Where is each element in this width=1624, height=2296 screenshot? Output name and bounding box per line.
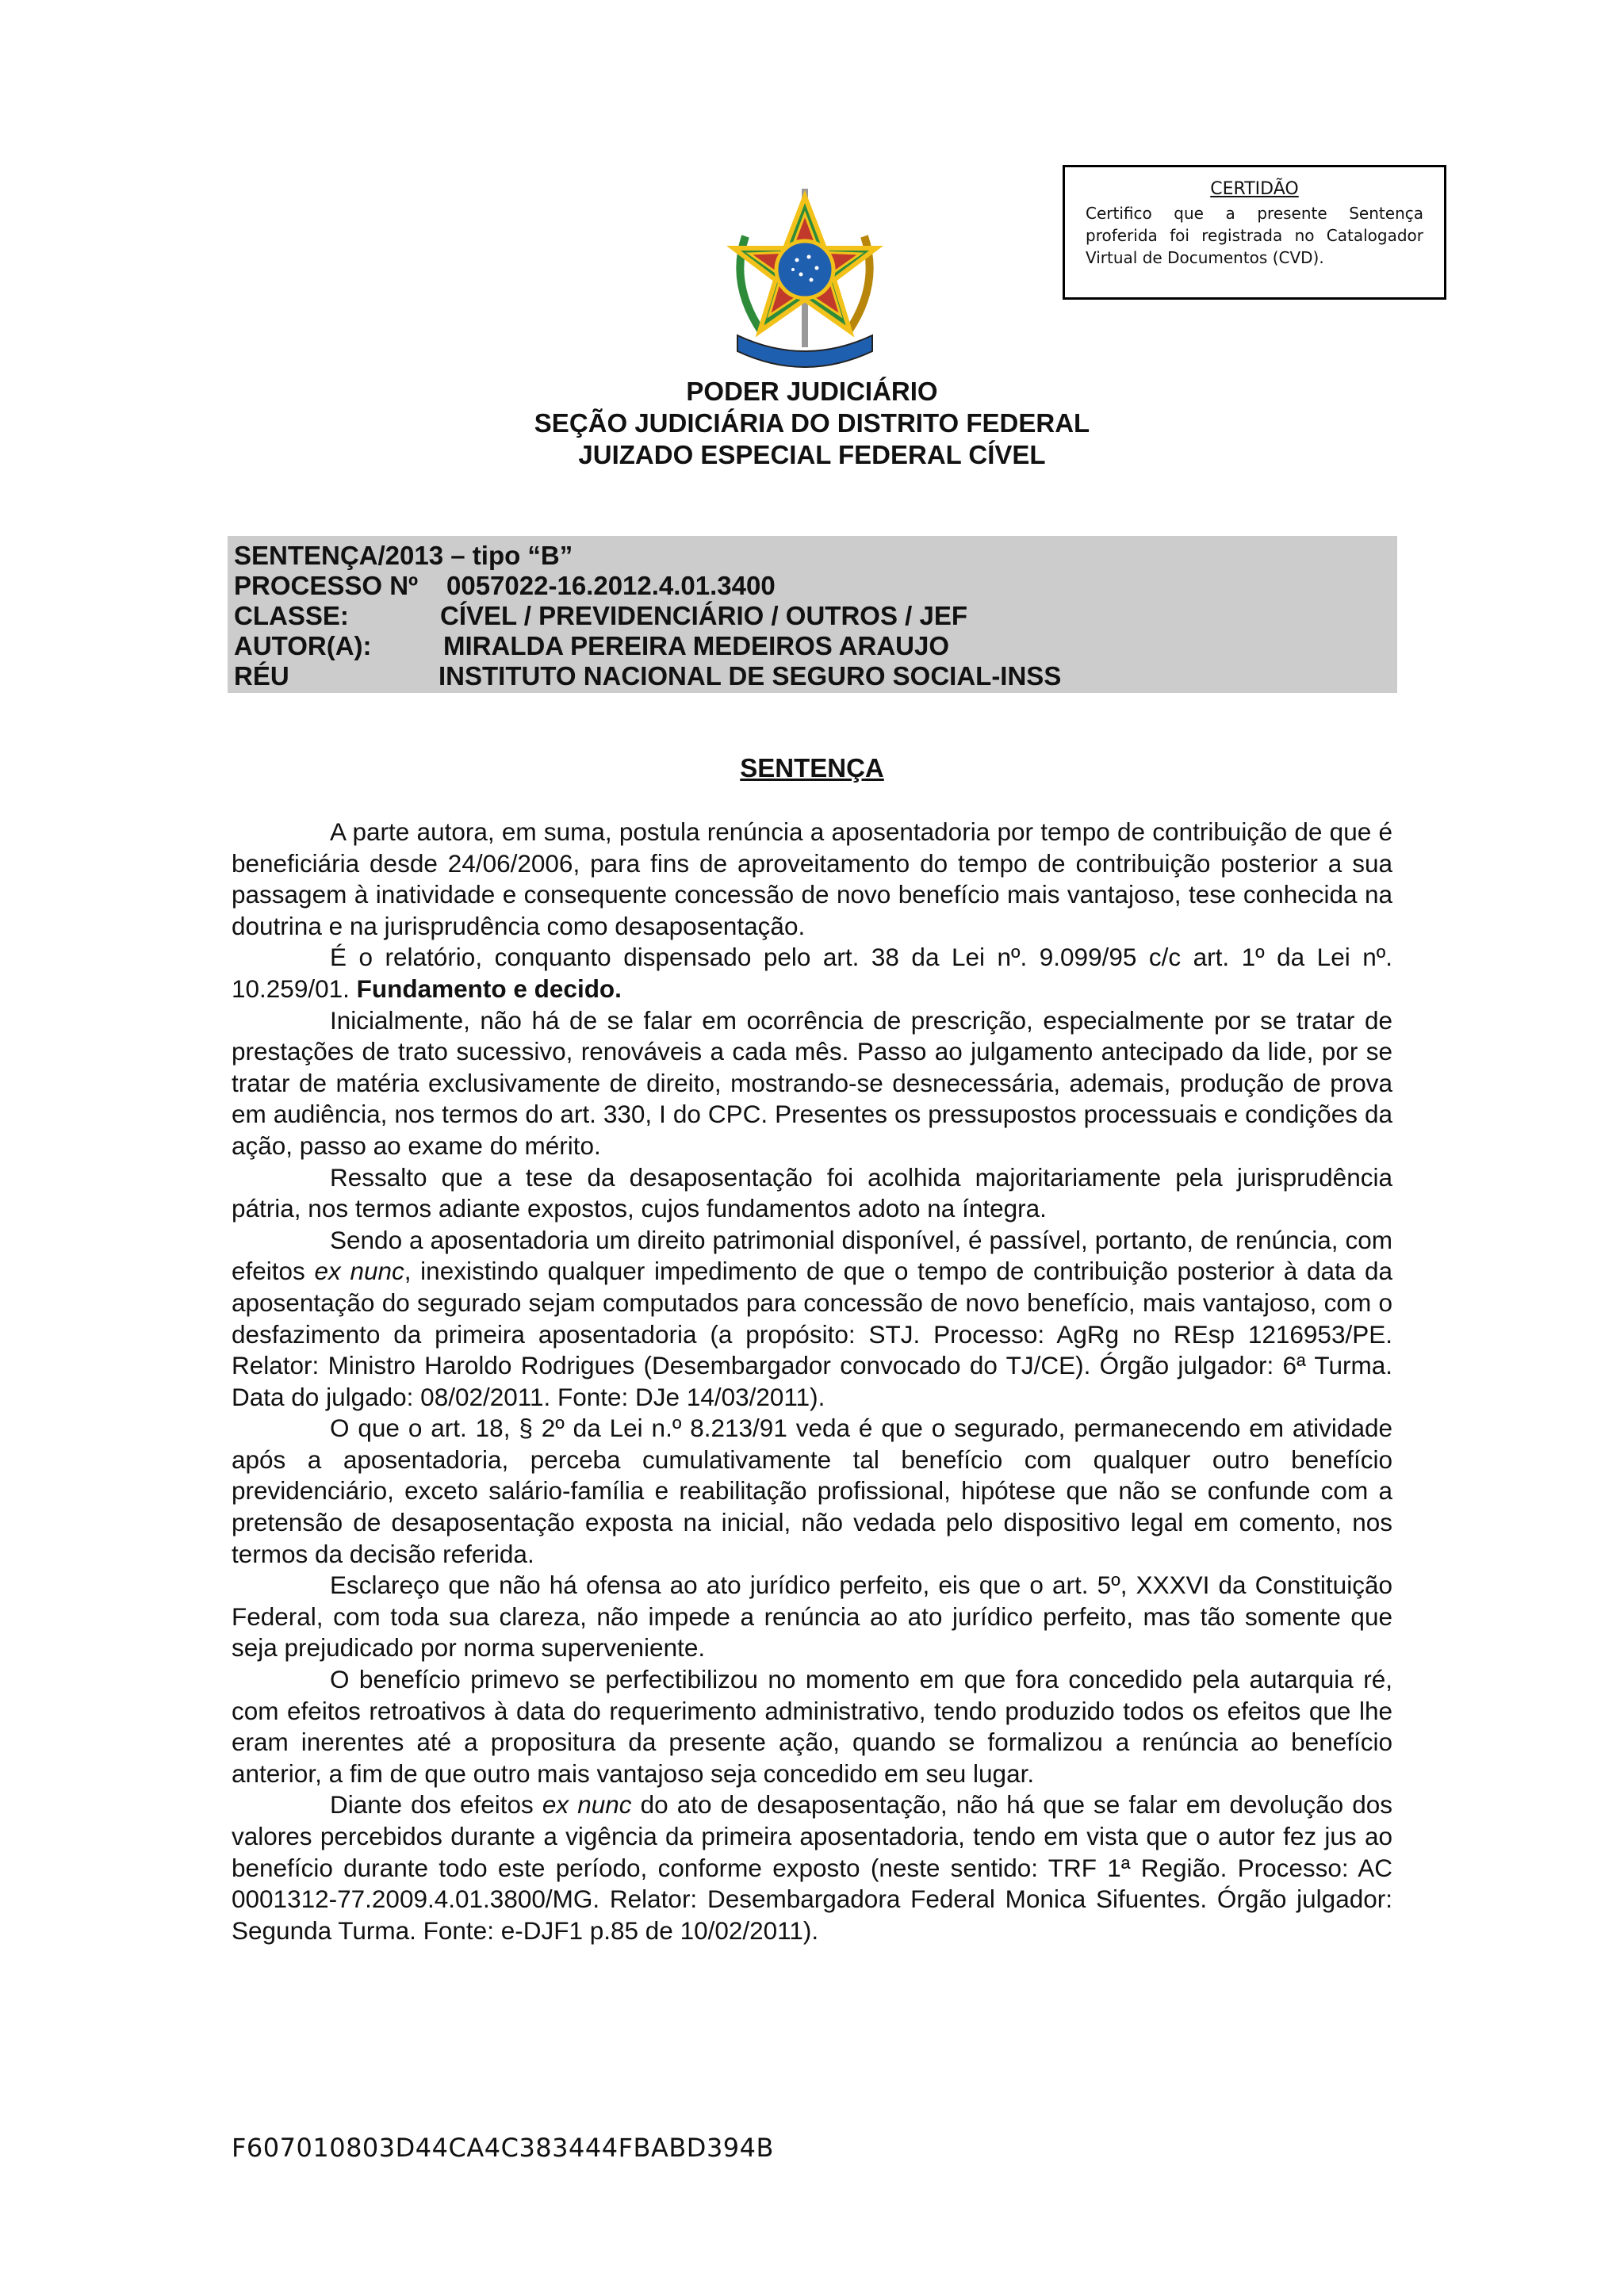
paragraph-2 (232, 942, 1392, 1004)
sentenca-type: SENTENÇA/2013 – tipo “B” (234, 541, 573, 570)
paragraph-2-bold: Fundamento e decido. (356, 974, 622, 1003)
document-hash-code: F607010803D44CA4C383444FBABD394B (232, 2133, 774, 2163)
paragraph-8: O benefício primevo se perfectibilizou no momento em que fora concedido pela autarquia ré, com efeitos retroativos à data do requerimento administrativo, tendo produzido todos os efeitos que lhe eram inerentes até a propositura da presente ação, quando se formalizou a renúncia ao benefício anterior, a fim de que outro mais vantajoso seja concedido em seu lugar. (232, 1665, 1392, 1788)
paragraph-1: A parte autora, em suma, postula renúncia a aposentadoria por tempo de contribuição de que é beneficiária desde 24/06/2006, para fins de aproveitamento do tempo de contribuição posterior a sua passagem à inatividade e consequente concessão de novo benefício mais vantajoso, tese conhecida na doutrina e na jurisprudência como desaposentação. (232, 817, 1392, 940)
header-line-1: PODER JUDICIÁRIO (686, 377, 938, 406)
header-line-3: JUIZADO ESPECIAL FEDERAL CÍVEL (578, 440, 1046, 469)
reu-label: RÉU (234, 661, 289, 691)
autor-value: MIRALDA PEREIRA MEDEIROS ARAUJO (443, 631, 950, 660)
classe-label: CLASSE: (234, 601, 349, 630)
paragraph-6: O que o art. 18, § 2º da Lei n.º 8.213/91 veda é que o segurado, permanecendo em atividade após a aposentadoria, perceba cumulativamente tal benefício com qualquer outro benefício previdenciário, exceto salário-família e reabilitação profissional, hipótese que não se confunde com a pretensão de desaposentação exposta na inicial, não vedada pelo dispositivo legal em comento, nos termos da decisão referida. (232, 1414, 1392, 1568)
autor-label: AUTOR(A): (234, 631, 372, 660)
reu-value: INSTITUTO NACIONAL DE SEGURO SOCIAL-INSS (439, 661, 1062, 691)
certidao-box (1063, 165, 1446, 300)
paragraph-5-italic: ex nunc (314, 1257, 404, 1286)
paragraph-3: Inicialmente, não há de se falar em ocorrência de prescrição, especialmente por se tratar de prestações de trato sucessivo, renováveis a cada mês. Passo ao julgamento antecipado da lide, por se tratar de matéria exclusivamente de direito, mostrando-se desnecessária, ademais, produção de prova em audiência, nos termos do art. 330, I do CPC. Presentes os pressupostos processuais e condições da ação, passo ao exame do mérito. (232, 1005, 1392, 1160)
paragraph-9-italic: ex nunc (542, 1790, 632, 1820)
paragraph-4: Ressalto que a tese da desaposentação foi acolhida majoritariamente pela jurisprudência pátria, nos termos adiante expostos, cujos fundamentos adoto na íntegra. (232, 1162, 1392, 1223)
classe-row (234, 601, 1391, 631)
paragraph-9 (232, 1789, 1392, 1946)
coat-of-arms-emblem (714, 181, 896, 371)
reu-row (234, 661, 1391, 691)
processo-value: 0057022-16.2012.4.01.3400 (446, 571, 776, 600)
document-title: SENTENÇA (740, 753, 884, 783)
paragraph-9-text-a: Diante dos efeitos (330, 1790, 534, 1820)
paragraph-7: Esclareço que não há ofensa ao ato jurídico perfeito, eis que o art. 5º, XXXVI da Constituição Federal, com toda sua clareza, não impede a renúncia ao ato jurídico perfeito, mas tão somente que seja prejudicado por norma superveniente. (232, 1571, 1392, 1663)
paragraph-5-text-a: Sendo a aposentadoria um direito patrimonial disponível, é passível, portanto, de renúncia, com efeitos (232, 1225, 1392, 1286)
classe-value: CÍVEL / PREVIDENCIÁRIO / OUTROS / JEF (440, 601, 967, 630)
autor-row (234, 631, 1391, 661)
paragraph-2-text: É o relatório, conquanto dispensado pelo art. 38 da Lei nº. 9.099/95 c/c art. 1º da Lei nº. 10.259/01. (232, 943, 1392, 1003)
sentenca-row (234, 541, 1391, 571)
processo-label: PROCESSO Nº (234, 571, 419, 600)
sentence-body (232, 817, 1392, 1946)
certidao-text: Certifico que a presente Sentença proferida foi registrada no Catalogador Virtual de Documentos (CVD). (1086, 204, 1423, 267)
processo-row (234, 571, 1391, 601)
case-info-box (228, 536, 1397, 693)
paragraph-5-text-b: , inexistindo qualquer impedimento de que o tempo de contribuição posterior à data da aposentação do segurado sejam computados para concessão de novo benefício, mais vantajoso, com o desfazimento da primeira aposentadoria (a propósito: STJ. Processo: AgRg no REsp 1216953/PE. Relator: Ministro Haroldo Rodrigues (Desembargador convocado do TJ/CE). Órgão julgador: 6ª Turma. Data do julgado: 08/02/2011. Fonte: DJe 14/03/2011). (232, 1257, 1392, 1411)
paragraph-9-text-b: do ato de desaposentação, não há que se falar em devolução dos valores percebidos durante a vigência da primeira aposentadoria, tendo em vista que o autor fez jus ao benefício durante todo este período, conforme exposto (neste sentido: TRF 1ª Região. Processo: AC 0001312-77.2009.4.01.3800/MG. Relator: Desembargadora Federal Monica Sifuentes. Órgão julgador: Segunda Turma. Fonte: e-DJF1 p.85 de 10/02/2011). (232, 1790, 1393, 1945)
certidao-title: CERTIDÃO (1210, 179, 1299, 199)
paragraph-5 (232, 1225, 1392, 1414)
court-header (0, 376, 1624, 471)
header-line-2: SEÇÃO JUDICIÁRIA DO DISTRITO FEDERAL (534, 408, 1090, 438)
